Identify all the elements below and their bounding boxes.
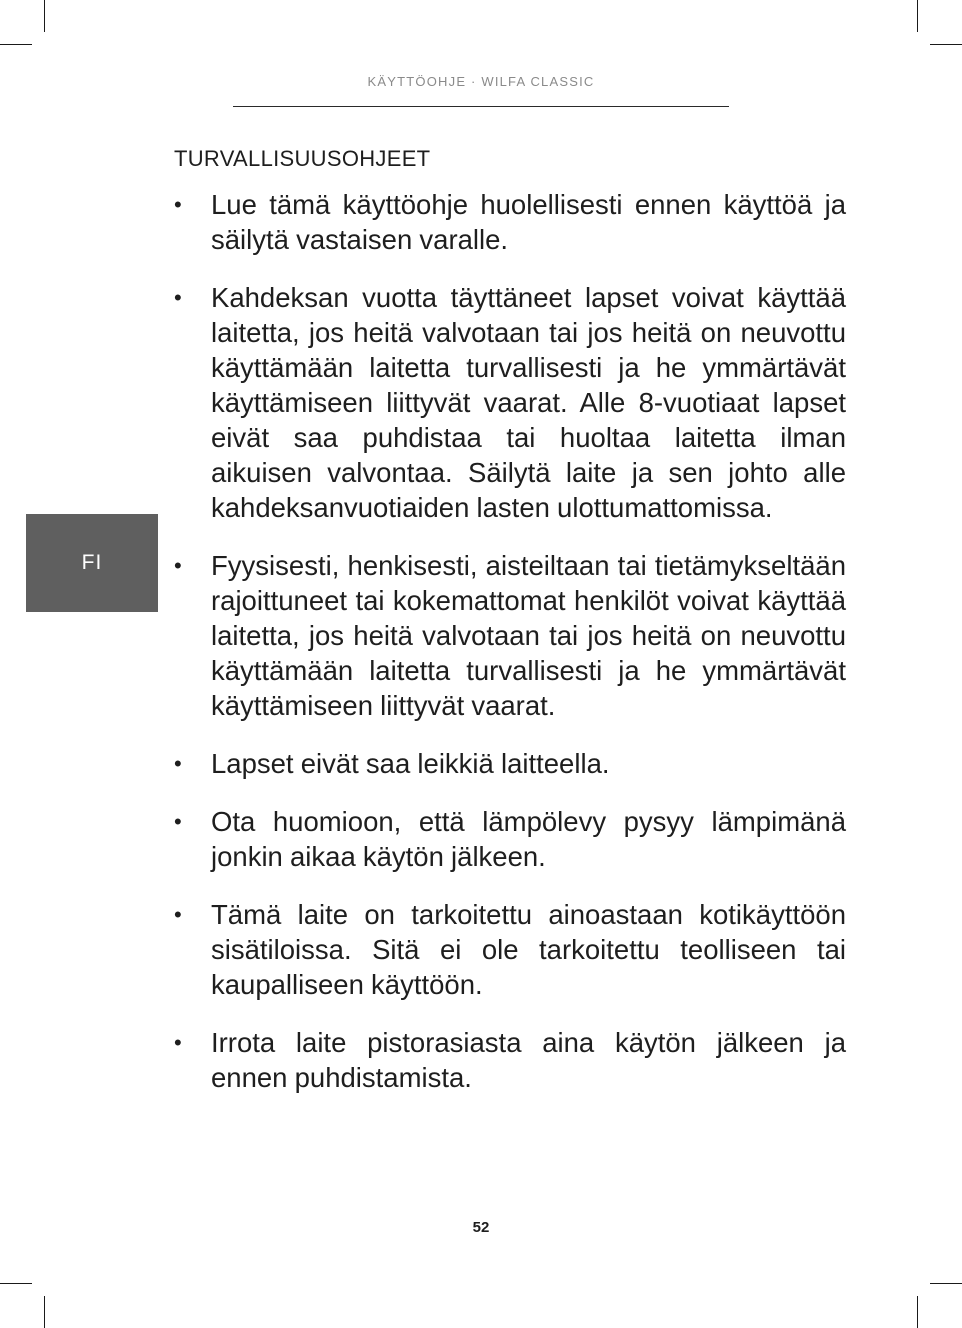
language-tab [26, 514, 158, 612]
crop-mark-bottom-left-horizontal [0, 1283, 32, 1284]
list-item-text: Lue tämä käyttöohje huolellisesti ennen käyttöä ja säilytä vastaisen varalle. [211, 189, 846, 255]
crop-mark-top-right-vertical [917, 0, 918, 32]
running-header: KÄYTTÖOHJE · WILFA CLASSIC [367, 74, 595, 89]
list-item [174, 548, 846, 723]
bullet-icon: • [174, 751, 182, 776]
list-item [174, 897, 846, 1002]
safety-instructions-list [174, 187, 846, 1118]
list-item [174, 746, 846, 781]
bullet-icon: • [174, 809, 182, 834]
bullet-icon: • [174, 902, 182, 927]
bullet-icon: • [174, 553, 182, 578]
crop-mark-top-left-horizontal [0, 44, 32, 45]
bullet-icon: • [174, 285, 182, 310]
list-item-text: Ota huomioon, että lämpölevy pysyy lämpimänä jonkin aikaa käytön jälkeen. [211, 806, 846, 872]
section-title: TURVALLISUUSOHJEET [174, 146, 431, 171]
bullet-icon: • [174, 192, 182, 217]
list-item [174, 804, 846, 874]
list-item-text: Tämä laite on tarkoitettu ainoastaan kotikäyttöön sisätiloissa. Sitä ei ole tarkoitettu teolliseen tai kaupalliseen käyttöön. [211, 899, 846, 1000]
header-divider [233, 106, 729, 107]
list-item [174, 187, 846, 257]
list-item-text: Irrota laite pistorasiasta aina käytön jälkeen ja ennen puhdistamista. [211, 1027, 846, 1093]
list-item-text: Kahdeksan vuotta täyttäneet lapset voivat käyttää laitetta, jos heitä valvotaan tai jos heitä on neuvottu käyttämään laitetta turvallisesti ja he ymmärtävät käyttämiseen liittyvät vaarat. Alle 8-vuotiaat lapset eivät saa puhdistaa tai huoltaa laitetta ilman aikuisen valvontaa. Säilytä laite ja sen johto alle kahdeksanvuotiaiden lasten ulottumattomissa. [211, 282, 846, 523]
list-item [174, 280, 846, 525]
bullet-icon: • [174, 1030, 182, 1055]
list-item-text: Lapset eivät saa leikkiä laitteella. [211, 748, 610, 779]
list-item [174, 1025, 846, 1095]
language-tab-label: FI [81, 551, 103, 574]
crop-mark-bottom-right-horizontal [930, 1283, 962, 1284]
list-item-text: Fyysisesti, henkisesti, aisteiltaan tai tietämykseltään rajoittuneet tai kokemattomat henkilöt voivat käyttää laitetta, jos heitä valvotaan tai jos heitä on neuvottu käyttämään laitetta turvallisesti ja he ymmärtävät käyttämiseen liittyvät vaarat. [211, 550, 846, 721]
page-number: 52 [472, 1219, 490, 1236]
crop-mark-bottom-left-vertical [44, 1296, 45, 1328]
crop-mark-top-right-horizontal [930, 44, 962, 45]
crop-mark-top-left-vertical [44, 0, 45, 32]
crop-mark-bottom-right-vertical [917, 1296, 918, 1328]
